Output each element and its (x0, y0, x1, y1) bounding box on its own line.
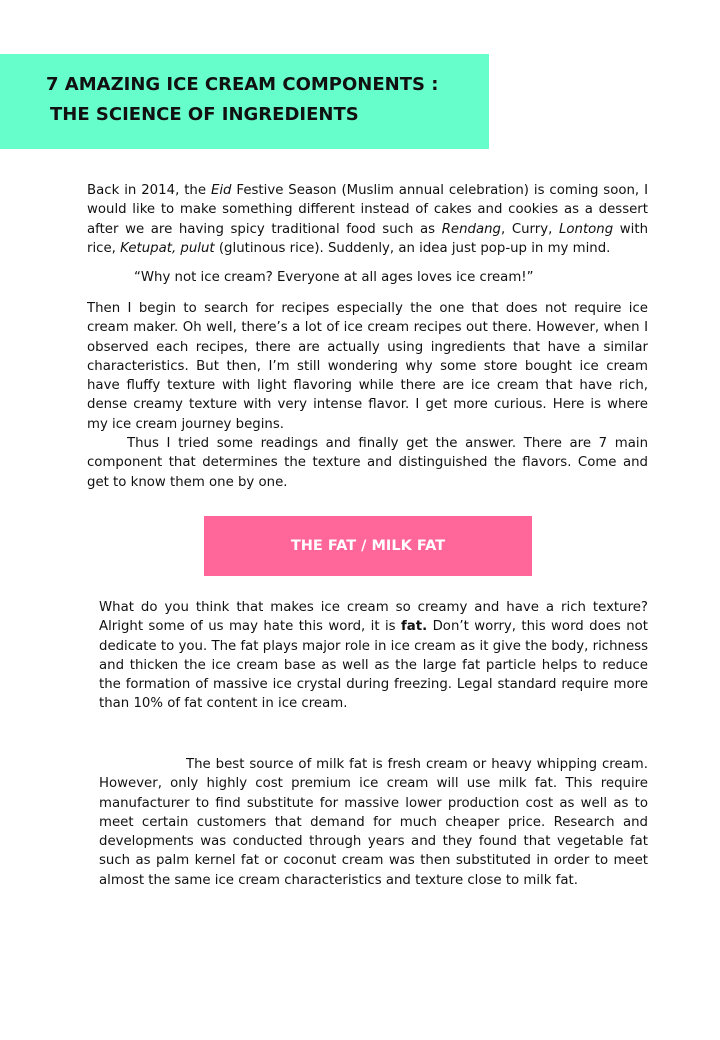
intro-paragraph-2: Then I begin to search for recipes especially the one that does not require ice cream maker. Oh well, there’s a lot of ice cream recipes out there. However, when I observed each recipes, there are actually using ingredients that have a similar characteristics. But then, I’m still wondering why some store bought ice cream have fluffy texture with light flavoring while there are ice cream that have rich, dense creamy texture with very intense flavor. I get more curious. Here is where my ice cream journey begins. (87, 301, 648, 432)
rendang-term: Rendang (441, 221, 501, 237)
section-banner (204, 516, 532, 576)
intro-paragraph-3: Thus I tried some readings and finally get the answer. There are 7 main component that determines the texture and distinguished the flavors. Come and get to know them one by one. (87, 436, 648, 490)
ketupat-term: Ketupat, pulut (120, 240, 215, 256)
section-title: THE FAT / MILK FAT (290, 538, 446, 554)
fat-keyword: fat. (401, 619, 428, 635)
page-title-line-1: 7 AMAZING ICE CREAM COMPONENTS : (46, 74, 439, 95)
fat-paragraph-1: What do you think that makes ice cream so creamy and have a rich texture? Alright some of us may hate this word, it is fat. Don’t worry, this word does not dedicate to you. The fat plays major role in ice cream as it give the body, richness and thicken the ice cream base as well as the large fat particle helps to reduce the formation of massive ice crystal during freezing. Legal standard require more than 10% of fat content in ice cream. (99, 600, 648, 712)
page-title-line-2: THE SCIENCE OF INGREDIENTS (50, 104, 359, 125)
fat-paragraph-2: The best source of milk fat is fresh cream or heavy whipping cream. However, only highly cost premium ice cream will use milk fat. This require manufacturer to find substitute for massive lower production cost as well as to meet certain customers that demand for much cheaper price. Research and developments was conducted through years and they found that vegetable fat such as palm kernel fat or coconut cream was then substituted in order to meet almost the same ice cream characteristics and texture close to milk fat. (99, 757, 648, 888)
title-banner (0, 54, 489, 149)
quote-line: “Why not ice cream? Everyone at all ages loves ice cream!” (134, 270, 534, 285)
eid-term: Eid (210, 183, 232, 198)
intro-paragraph-1: Back in 2014, the Eid Festive Season (Muslim annual celebration) is coming soon, I would like to make something different instead of cakes and cookies as a dessert after we are having spicy traditional food such as Rendang, Curry, Lontong with rice, Ketupat, pulut (glutinous rice). Suddenly, an idea just pop-up in my mind. (87, 183, 649, 256)
lontong-term: Lontong (558, 221, 614, 237)
